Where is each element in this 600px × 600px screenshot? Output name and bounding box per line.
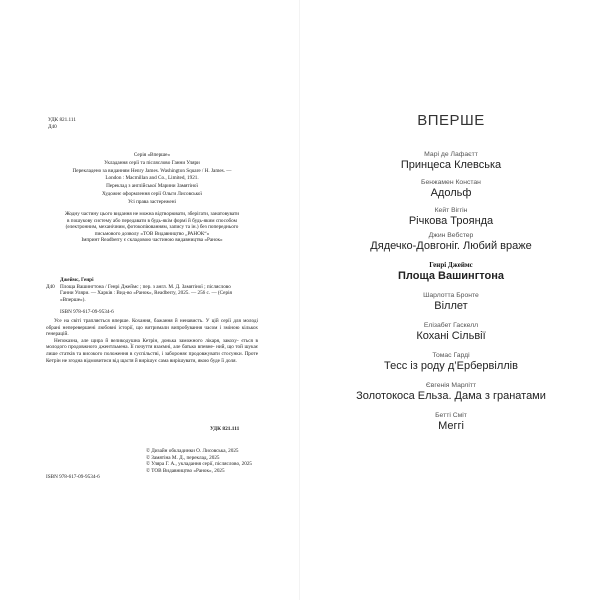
- book-entry: [302, 178, 600, 200]
- book-author: Джин Вебстер: [428, 232, 474, 239]
- book-author: Елізабет Гаскелл: [423, 322, 479, 329]
- book-entry: [302, 351, 600, 373]
- isbn-record: ISBN 978-617-09-9534-6: [60, 309, 114, 316]
- series-title: ВПЕРШЕ: [417, 112, 485, 129]
- record-description: Площа Вашингтона / Генрі Джеймс ; пер. з англ. М. Д. Замятіної ; післяслово Ганни Уляри. — Харків : Вид-во «Ранок», Readberry, 2025. — 256 с. — (Серія «Вперше»). ISBN 978-617-09-9534-6: [60, 284, 260, 316]
- book-author: Євгенія Марлітт: [425, 382, 477, 389]
- book-title: Меггі: [438, 420, 464, 432]
- book-list: [302, 150, 600, 433]
- book-author: Шарлотта Бронте: [423, 292, 479, 299]
- book-title: Дядечко-Довгоніг. Любий враже: [370, 240, 532, 252]
- isbn-footer: ISBN 978-617-09-9534-6: [46, 474, 100, 480]
- author-sign-code: Д40: [48, 123, 57, 130]
- udk-code-top: [48, 117, 108, 130]
- annotation-paragraph-2: Непоказна, але щира й великодушна Кетрін, донька заможного лікаря, закоху- ється в молодого продовжного джентльмена. Її почуття взаємні, але батько впевне- ний, що той шукає лише статків та високого положення в суспільстві, і забороняє продовжувати стосунки. Проте Кетрін не згодна відмовитися від щастя й вирішує сама вирішувати, якою буде її доля.: [46, 337, 259, 364]
- book-author: Бетті Сміт: [435, 412, 467, 419]
- book-title: Віллет: [434, 300, 468, 312]
- book-author: Марі де Лафаєтт: [424, 151, 478, 158]
- compiler-line: Укладання серії та післяслово Ганни Уляри: [104, 159, 200, 166]
- book-title: Адольф: [430, 187, 472, 199]
- page-gutter: [299, 0, 300, 600]
- book-author: Кейт Віггін: [434, 207, 468, 214]
- book-author: Томас Гарді: [432, 352, 470, 359]
- book-title: Тесс із роду д’Ербервіллів: [384, 360, 518, 372]
- annotation: [46, 318, 258, 364]
- book-title: Принцеса Клевська: [400, 159, 502, 171]
- record-code: Д40: [46, 283, 55, 290]
- book-title: Золотокоса Ельза. Дама з гранатами: [356, 390, 546, 402]
- annotation-paragraph-1: Усе на світі трапляється вперше. Кохання, бажання й ненависть. У цій серії для молоді обрані неперевершені любовні історії, що витримали випробування часом і зміною кількох генерацій.: [46, 318, 259, 338]
- udk-label: УДК 821.111: [48, 117, 76, 123]
- designer-line: Художнє оформлення серії Ольги Лисовської: [102, 190, 202, 197]
- source-edition: Перекладено за виданням Henry James. Washington Square / H. James. — London : Macmillan and Co., Limited, 1921.: [72, 167, 232, 181]
- book-entry: [302, 150, 600, 172]
- book-title: Річкова Троянда: [408, 215, 494, 227]
- book-author: Бенжамен Констан: [421, 179, 481, 186]
- translator-line: Переклад з англійської Марини Замятіної: [106, 182, 198, 189]
- record-author: Джеймс, Генрі: [60, 277, 94, 283]
- book-entry: [302, 411, 600, 433]
- book-author: Генрі Джеймс: [429, 261, 473, 269]
- rights-line: Усі права застережені: [128, 198, 176, 205]
- copyright-notice: Жодну частину цього видання не можна відтворювати, зберігати, занатовувати в пошукову систему або передавати в будь-якім формі й будь-яким способом (електронним, механічним, фотокопіюванням, запису та ін.) без попереднього письмового дозволу «ТОВ Видавництво „РАНОК“» Імпринт Readberry є складовою частиною видавництва «Ранок»: [64, 211, 240, 244]
- book-entry: [302, 291, 600, 313]
- series-line: Серія «Вперше»: [133, 152, 171, 158]
- book-entry: [302, 231, 600, 253]
- imprint-page: [0, 0, 298, 600]
- book-title: Кохані Сільвії: [416, 330, 486, 342]
- bibliographic-record: [46, 277, 260, 316]
- udk-code-bottom: УДК 821.111: [210, 426, 240, 432]
- book-entry: [302, 381, 600, 403]
- book-entry-current: [302, 261, 600, 283]
- book-entry: [302, 321, 600, 343]
- publication-credits: [46, 152, 258, 207]
- book-entry: [302, 206, 600, 228]
- book-title: Площа Вашингтона: [398, 270, 504, 282]
- copyright-credits: © Дизайн обкладинки О. Лисовська, 2025 © Замятіна М. Д., переклад, 2025 © Уляра Г. А., укладання серії, післяслово, 2025 © ТОВ Видавництво «Ранок», 2025: [146, 448, 253, 474]
- series-list-page: [302, 0, 600, 600]
